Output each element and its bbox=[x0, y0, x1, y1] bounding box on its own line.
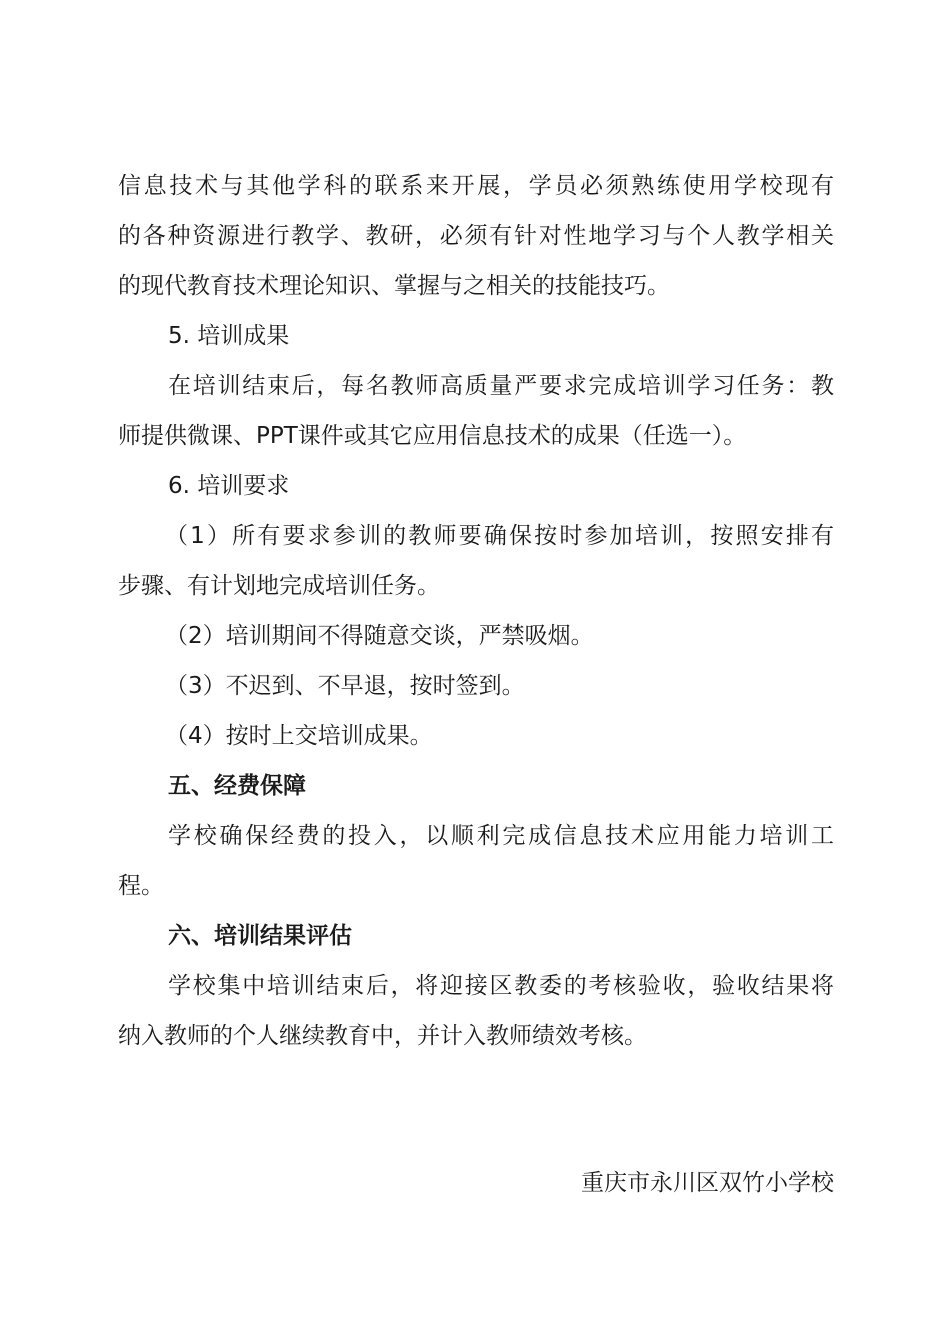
school-signature: 重庆市永川区双竹小学校 bbox=[581, 1170, 834, 1196]
paragraph-line: 在培训结束后，每名教师高质量严要求完成培训学习任务：教 bbox=[168, 373, 834, 399]
paragraph-line: 的各种资源进行教学、教研，必须有针对性地学习与个人教学相关 bbox=[118, 223, 834, 249]
paragraph-line: 步骤、有计划地完成培训任务。 bbox=[118, 573, 440, 599]
paragraph-line: 程。 bbox=[118, 873, 164, 899]
paragraph-line: 纳入教师的个人继续教育中，并计入教师绩效考核。 bbox=[118, 1023, 647, 1049]
subheading-training-requirements: 6. 培训要求 bbox=[168, 473, 290, 499]
paragraph-line: 信息技术与其他学科的联系来开展，学员必须熟练使用学校现有 bbox=[118, 173, 834, 199]
requirement-item: （1）所有要求参训的教师要确保按时参加培训，按照安排有 bbox=[165, 523, 834, 549]
requirement-item: （4）按时上交培训成果。 bbox=[165, 723, 433, 749]
subheading-training-results: 5. 培训成果 bbox=[168, 323, 290, 349]
paragraph-line: 学校确保经费的投入，以顺利完成信息技术应用能力培训工 bbox=[168, 823, 834, 849]
paragraph-line: 的现代教育技术理论知识、掌握与之相关的技能技巧。 bbox=[118, 273, 670, 299]
paragraph-line: 师提供微课、PPT课件或其它应用信息技术的成果（任选一）。 bbox=[118, 423, 747, 449]
requirement-item: （3）不迟到、不早退，按时签到。 bbox=[165, 673, 525, 699]
paragraph-line: 学校集中培训结束后，将迎接区教委的考核验收，验收结果将 bbox=[168, 973, 834, 999]
requirement-item: （2）培训期间不得随意交谈，严禁吸烟。 bbox=[165, 623, 594, 649]
section-heading-funding: 五、经费保障 bbox=[168, 773, 306, 799]
section-heading-evaluation: 六、培训结果评估 bbox=[168, 923, 352, 949]
